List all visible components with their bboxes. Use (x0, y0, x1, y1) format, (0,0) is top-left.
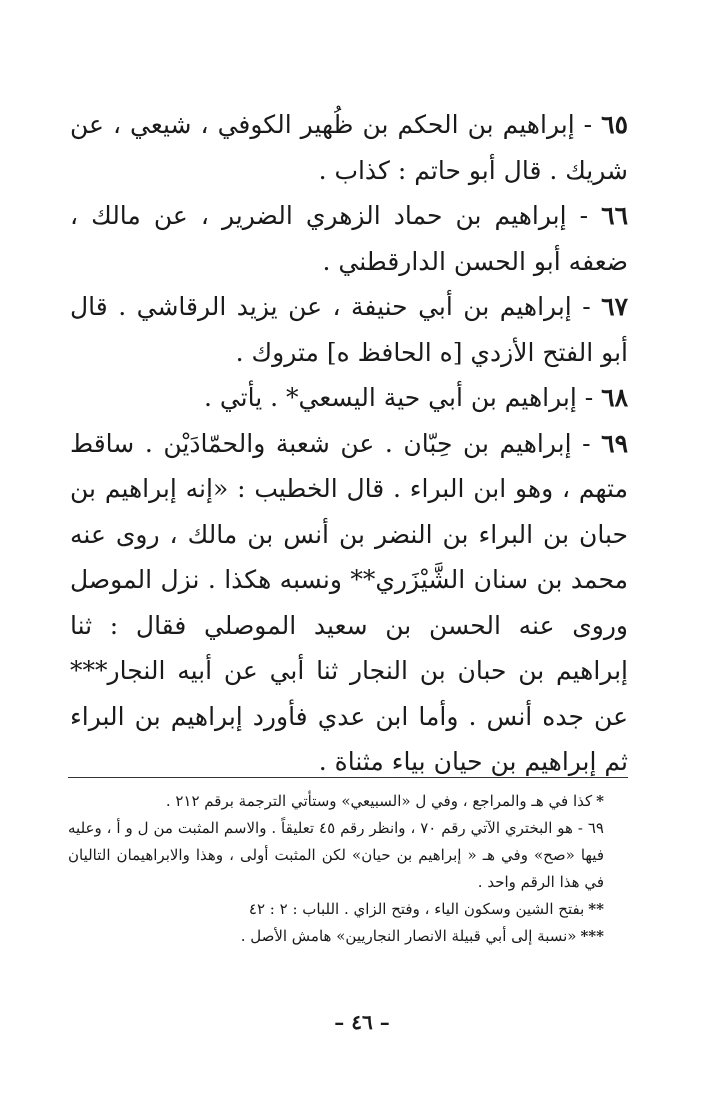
entry-text: - إبراهيم بن الحكم بن ظُهير الكوفي ، شيعي ، عن شريك . قال أبو حاتم : كذاب . (70, 110, 628, 185)
entry-text: - إبراهيم بن حِبّان . عن شعبة والحمّادَيْن . ساقط متهم ، وهو ابن البراء . قال الخطيب : «إنه إبراهيم بن حبان بن البراء بن النضر بن أنس بن مالك ، روى عنه محمد بن سنان الشَّيْزَري** ونسبه هكذا . نزل الموصل وروى عنه الحسن بن سعيد الموصلي فقال : ثنا إبراهيم بن حبان بن النجار ثنا أبي عن أبيه النجار*** عن جده أنس . وأما ابن عدي فأورد إبراهيم بن البراء ثم إبراهيم بن حيان بياء مثناة . (70, 428, 628, 776)
entry-text: - إبراهيم بن حماد الزهري الضرير ، عن مالك ، ضعفه أبو الحسن الدارقطني . (70, 201, 628, 276)
footnote-symbol: ** (588, 900, 604, 918)
footnote (68, 815, 628, 896)
footnote (68, 896, 628, 923)
footnote-text: كذا في هـ والمراجع ، وفي ل «السبيعي» وستأتي الترجمة برقم ٢١٢ . (165, 792, 593, 810)
main-text (70, 102, 628, 785)
entry-number: ٦٦ (601, 201, 628, 230)
footnote (68, 923, 628, 950)
footnote-text: بفتح الشين وسكون الياء ، وفتح الزاي . اللباب : ٢ : ٤٢ (248, 900, 585, 918)
footnotes (68, 788, 628, 950)
footnote-divider (68, 777, 628, 778)
entry-number: ٦٥ (601, 110, 628, 139)
entry-number: ٦٩ (601, 428, 628, 458)
entry-number: ٦٨ (601, 383, 628, 412)
entry-65 (70, 102, 628, 193)
entry-text: - إبراهيم بن أبي حية اليسعي* . يأتي . (203, 383, 594, 412)
footnote-text: ٦٩ - هو البختري الآتي رقم ٧٠ ، وانظر رقم ٤٥ تعليقاً . والاسم المثبت من ل و أ ، وعليه فيها «صح» وفي هـ « إبراهيم بن حيان» لكن المثبت أولى ، وهذا والابراهيمان التاليان في هذا الرقم واحد . (68, 819, 604, 891)
footnote-symbol: * (596, 792, 604, 810)
entry-68 (70, 375, 628, 421)
entry-69 (70, 421, 628, 785)
entry-text: - إبراهيم بن أبي حنيفة ، عن يزيد الرقاشي . قال أبو الفتح الأزدي [ه الحافظ ه] متروك . (70, 292, 628, 367)
page-number: – ٤٦ – (334, 1010, 390, 1034)
entry-66 (70, 193, 628, 284)
footnote-text: «نسبة إلى أبي قبيلة الانصار النجاريين» هامش الأصل . (240, 927, 577, 945)
footnote (68, 788, 628, 815)
footnote-symbol: *** (580, 927, 604, 945)
entry-67 (70, 284, 628, 375)
entry-number: ٦٧ (601, 292, 628, 321)
